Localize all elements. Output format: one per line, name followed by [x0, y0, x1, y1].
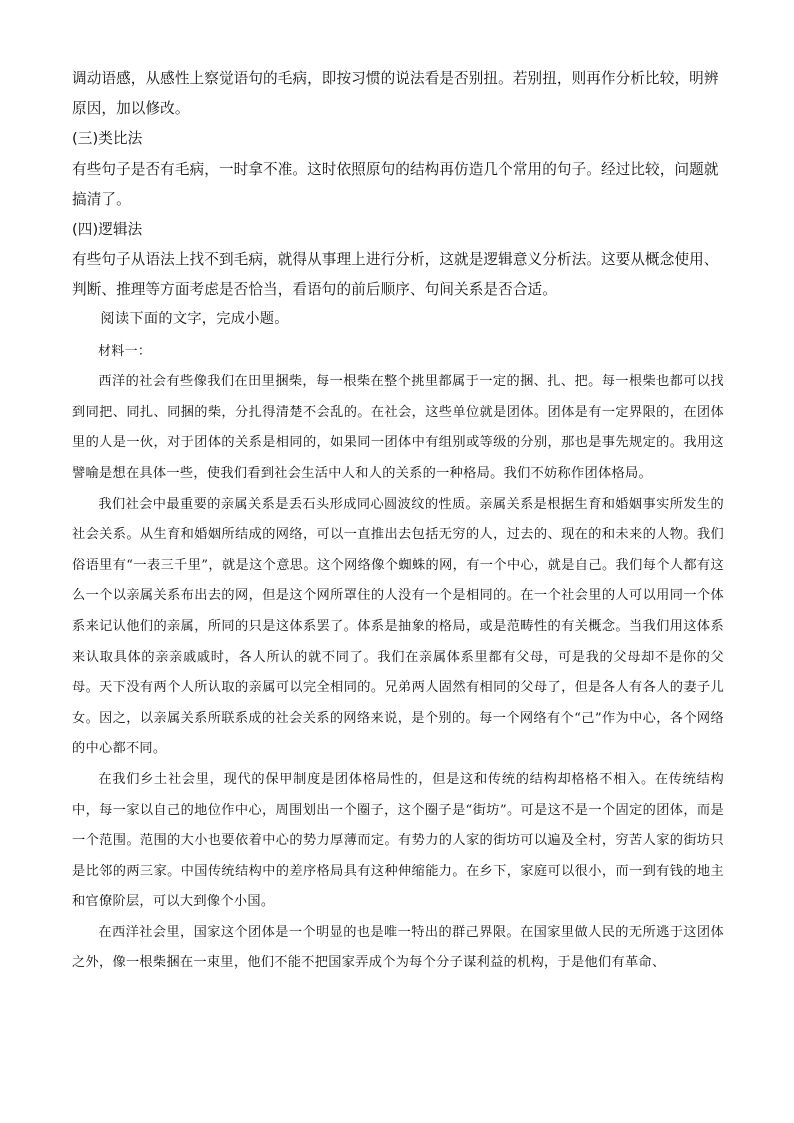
sense-method-paragraph: 调动语感，从感性上察觉语句的毛病，即按习惯的说法看是否别扭。若别扭，则再作分析比较，明辨原因，加以修改。: [72, 70, 719, 118]
analogy-method-heading: (三)类比法: [72, 130, 143, 148]
analogy-method-paragraph: 有些句子是否有毛病，一时拿不准。这时依照原句的结构再仿造几个常用的句子。经过比较，问题就搞清了。: [72, 160, 719, 208]
material-label: 材料一：: [98, 343, 152, 359]
material-paragraph-1: 西洋的社会有些像我们在田里捆柴，每一根柴在整个挑里都属于一定的捆、扎、把。每一根柴也都可以找到同把、同扎、同捆的柴，分扎得清楚不会乱的。在社会，这些单位就是团体。团体是有一定界限的，在团体里的人是一伙，对于团体的关系是相同的，如果同一团体中有组别或等级的分别，那也是事先规定的。我用这譬喻是想在具体一些，使我们看到社会生活中人和人的关系的一种格局。我们不妨称作团体格局。: [72, 374, 724, 481]
material-paragraph-2: 我们社会中最重要的亲属关系是丢石头形成同心圆波纹的性质。亲属关系是根据生育和婚姻事实所发生的社会关系。从生育和婚姻所结成的网络，可以一直推出去包括无穷的人，过去的、现在的和未来的人物。我们俗语里有“一表三千里”，就是这个意思。这个网络像个蜘蛛的网，有一个中心，就是自己。我们每个人都有这么一个以亲属关系布出去的网，但是这个网所罩住的人没有一个是相同的。在一个社会里的人可以用同一个体系来记认他们的亲属，所同的只是这体系罢了。体系是抽象的格局，或是范畴性的有关概念。当我们用这体系来认取具体的亲亲戚戚时，各人所认的就不同了。我们在亲属体系里都有父母，可是我的父母却不是你的父母。天下没有两个人所认取的亲属可以完全相同的。兄弟两人固然有相同的父母了，但是各人有各人的妻子儿女。因之，以亲属关系所联系成的社会关系的网络来说，是个别的。每一个网络有个“己”作为中心，各个网络的中心都不同。: [72, 496, 724, 757]
logic-method-paragraph: 有些句子从语法上找不到毛病，就得从事理上进行分析，这就是逻辑意义分析法。这要从概念使用、判断、推理等方面考虑是否恰当，看语句的前后顺序、句间关系是否合适。: [72, 251, 719, 299]
error-analysis-methods: [72, 64, 732, 306]
logic-method-heading: (四)逻辑法: [72, 221, 143, 239]
reading-instruction: 阅读下面的文字，完成小题。: [100, 311, 289, 327]
reading-material: [72, 306, 724, 979]
material-paragraph-3: 在我们乡土社会里，现代的保甲制度是团体格局性的，但是这和传统的结构却格格不相入。在传统结构中，每一家以自己的地位作中心，周围划出一个圈子，这个圈子是“街坊”。可是这不是一个固定的团体，而是一个范围。范围的大小也要依着中心的势力厚薄而定。有势力的人家的街坊可以遍及全村，穷苦人家的街坊只是比邻的两三家。中国传统结构中的差序格局具有这种伸缩能力。在乡下，家庭可以很小，而一到有钱的地主和官僚阶层，可以大到像个小国。: [72, 771, 724, 910]
material-paragraph-4: 在西洋社会里，国家这个团体是一个明显的也是唯一特出的群己界限。在国家里做人民的无所逃于这团体之外，像一根柴捆在一束里，他们不能不把国家弄成个为每个分子谋利益的机构，于是他们有革命、: [72, 924, 724, 971]
